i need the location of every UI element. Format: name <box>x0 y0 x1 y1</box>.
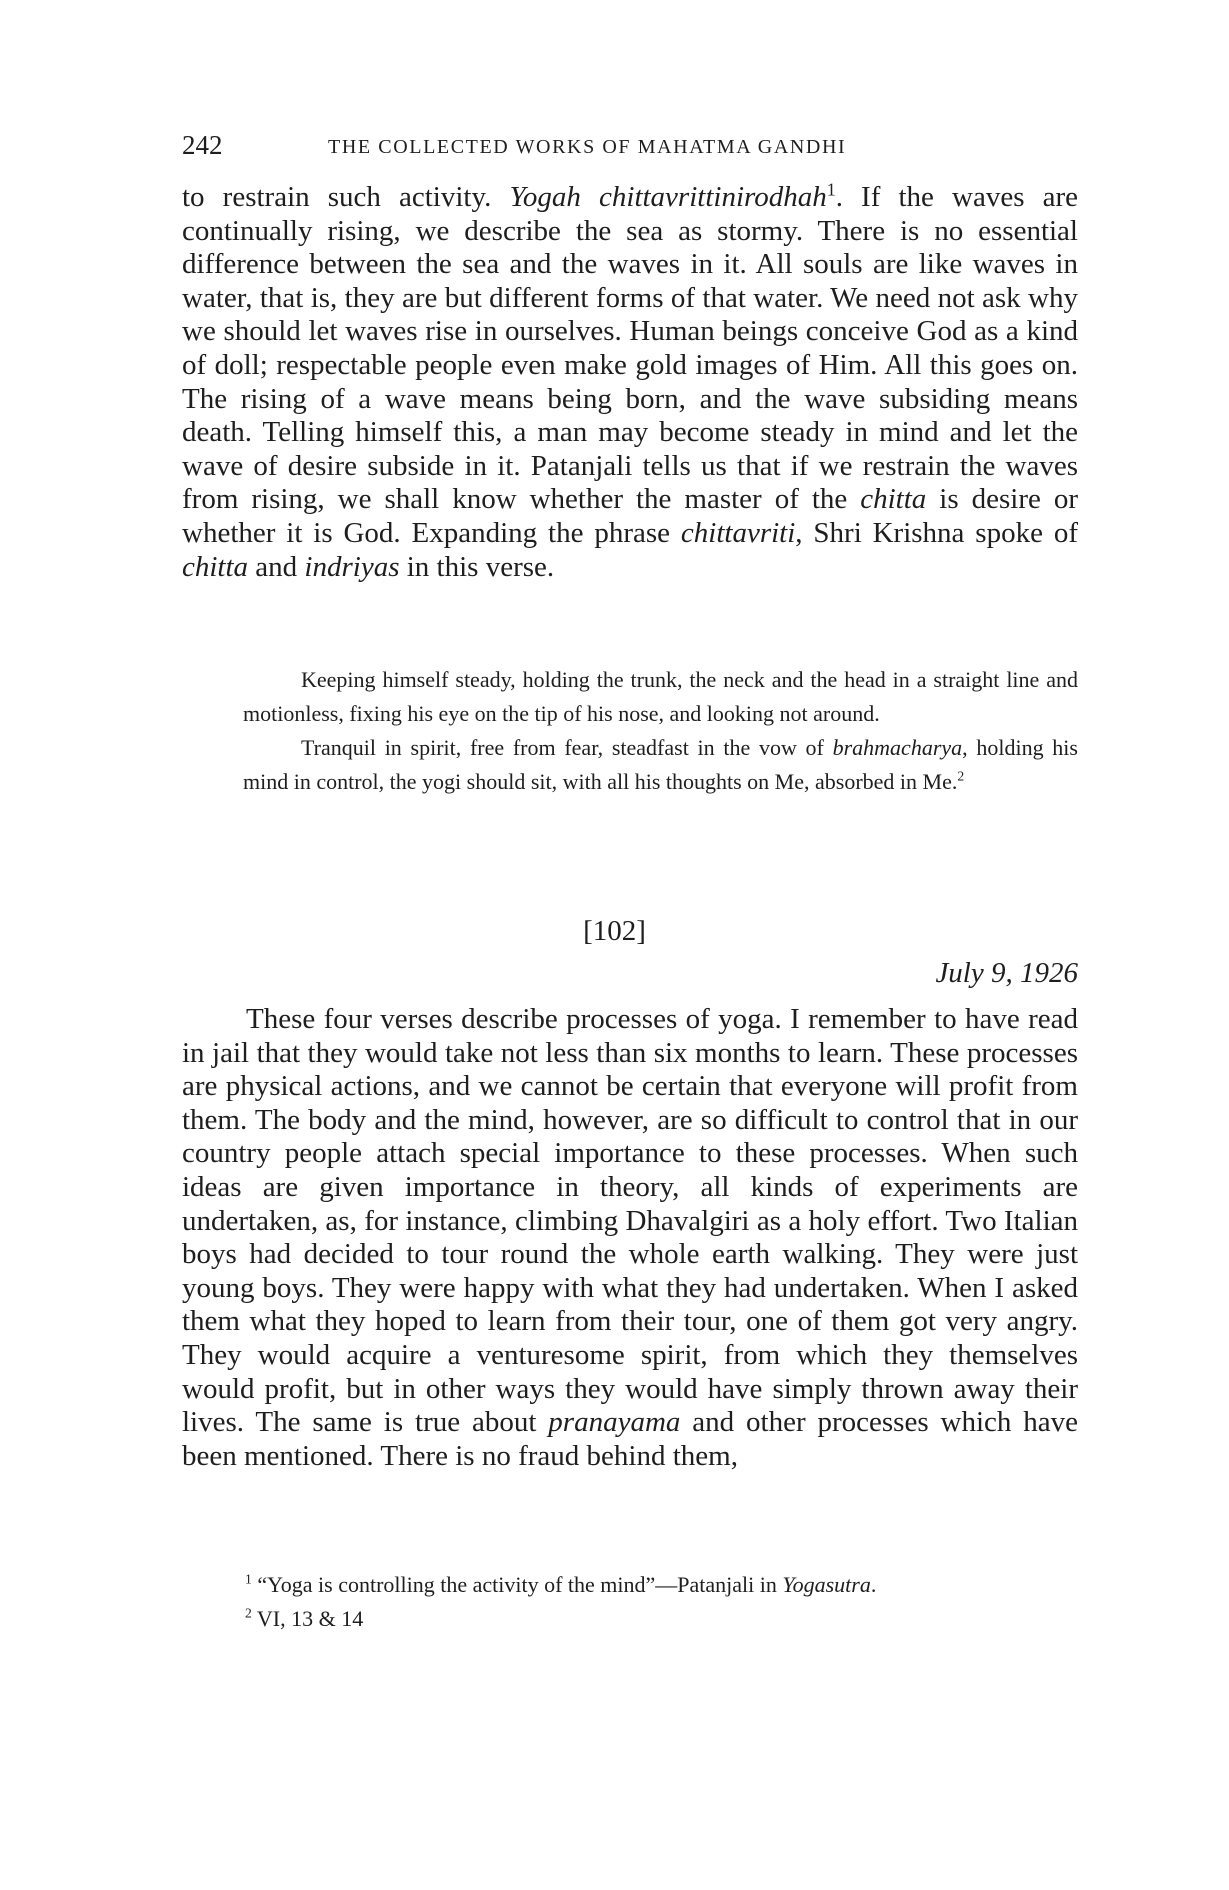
footnote-2: $^2$ VI, 13 & 14 <box>245 1605 364 1631</box>
footnote-ref-2: 2 <box>957 768 965 784</box>
paragraph-1: to restrain such activity. Yogah chittavrittinirodhah$^1$. If the waves are continually rising, we describe the sea as stormy. There is no essential difference between the sea and the waves in it. All souls are like waves in water, that is, they are but different forms of that water. We need not ask why we should let waves rise in ourselves. Human beings conceive God as a kind of doll; respectable people even make gold images of Him. All this goes on. The rising of a wave means being born, and the wave subsiding means death. Telling himself this, a man may become steady in mind and let the wave of desire subside in it. Patanjali tells us that if we restrain the waves from rising, we shall know whether the master of the chitta is desire or whether it is God. Expanding the phrase chittavriti, Shri Krishna spoke of chitta and indriyas in this verse. <box>182 179 1078 583</box>
sanskrit-term: Yogah chittavrittinirodhah <box>509 181 827 213</box>
page-number: 242 <box>182 130 223 160</box>
footnote-ref-1: 1 <box>826 179 836 200</box>
footnotes <box>243 1568 1078 1635</box>
section-number: [102] <box>583 915 646 947</box>
paragraph-2: These four verses describe processes of yoga. I remember to have read in jail that they would take not less than six months to learn. These processes are physical actions, and we cannot be certain that everyone will profit from them. The body and the mind, however, are so difficult to control that in our country people attach special importance to these processes. When such ideas are given importance in theory, all kinds of experiments are undertaken, as, for instance, climbing Dhavalgiri as a holy effort. Two Italian boys had decided to tour round the whole earth walking. They were just young boys. They were happy with what they had undertaken. When I asked them what they hoped to learn from their tour, one of them got very angry. They would acquire a venturesome spirit, from which they themselves would profit, but in other ways they would have simply thrown away their lives. The same is true about pranayama and other processes which have been mentioned. There is no fraud behind them, <box>182 1003 1078 1472</box>
running-head: THE COLLECTED WORKS OF MAHATMA GANDHI <box>328 136 847 158</box>
footnote-1: $^1$ “Yoga is controlling the activity of the mind”—Patanjali in Yogasutra. <box>245 1571 877 1597</box>
page-header <box>182 130 1078 170</box>
verse-quotation <box>243 663 1078 798</box>
verse-14: Tranquil in spirit, free from fear, steadfast in the vow of brahmacharya, holding his mind in control, the yogi should sit, with all his thoughts on Me, absorbed in Me.$^2$ <box>243 735 1078 794</box>
section-date: July 9, 1926 <box>935 957 1078 989</box>
verse-13: Keeping himself steady, holding the trunk, the neck and the head in a straight line and motionless, fixing his eye on the tip of his nose, and looking not around. <box>243 667 1078 726</box>
